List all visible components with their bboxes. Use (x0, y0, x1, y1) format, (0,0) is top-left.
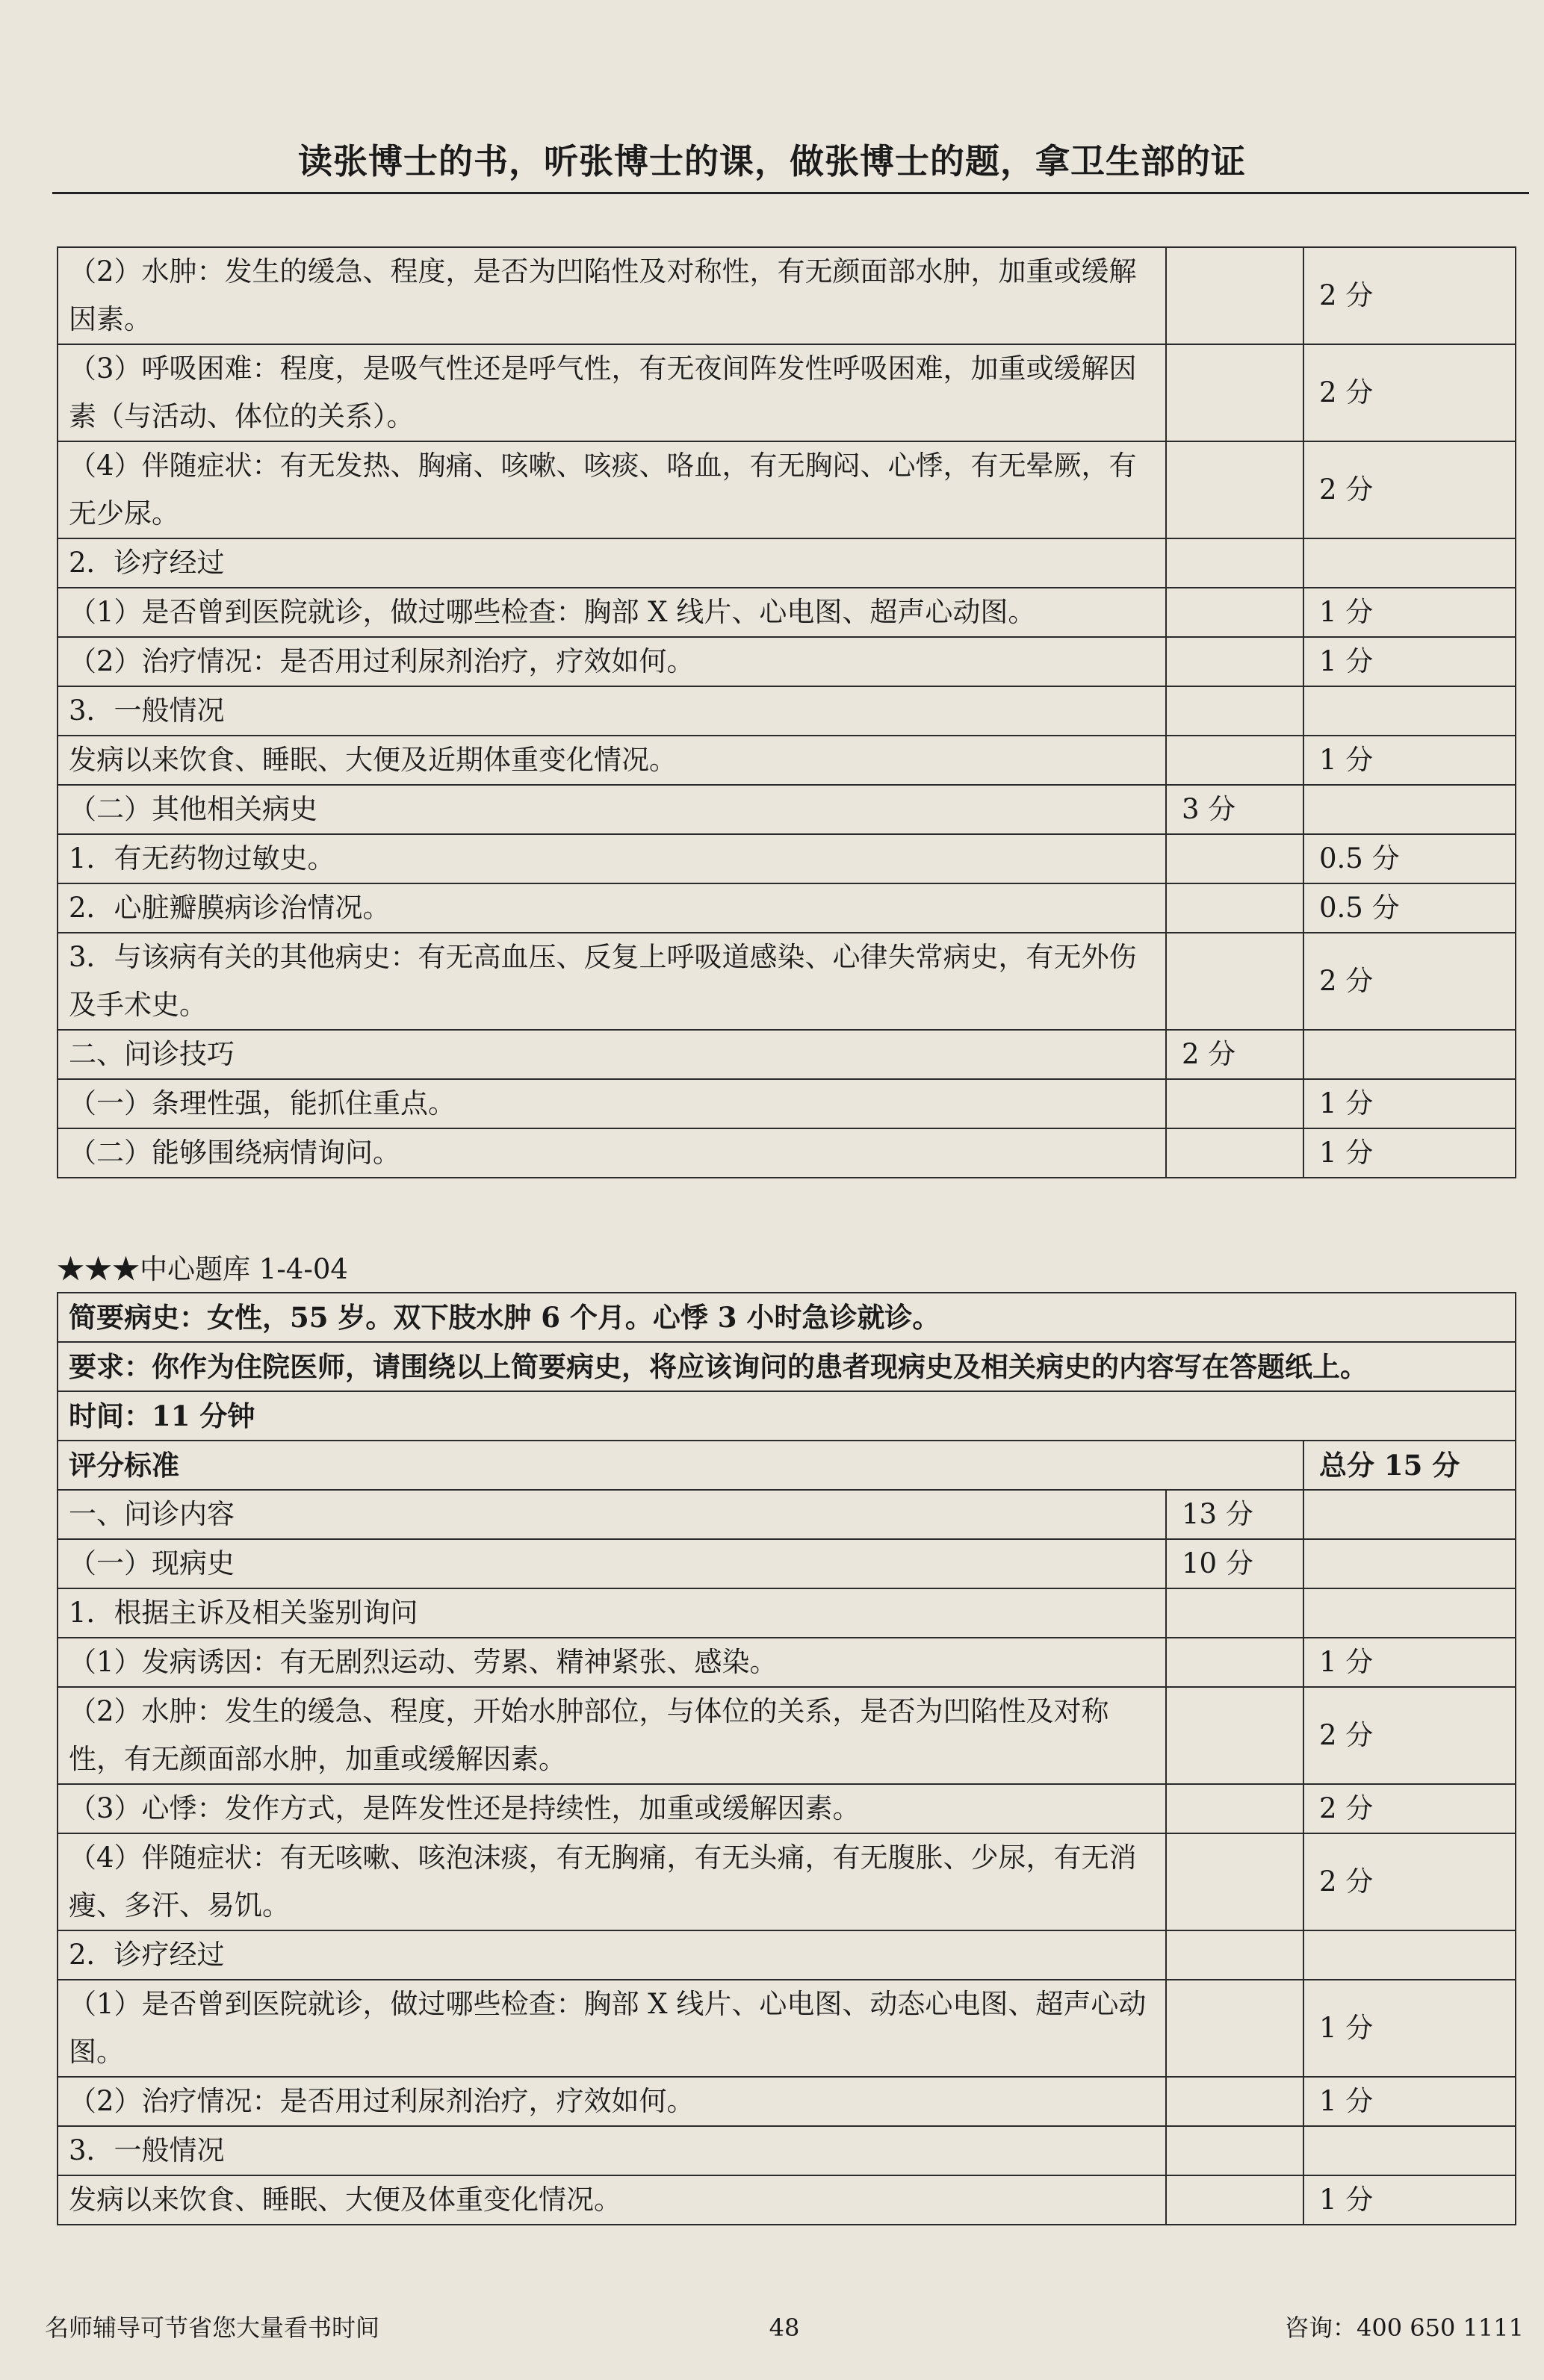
item-cell: （1）是否曾到医院就诊，做过哪些检查：胸部 X 线片、心电图、动态心电图、超声心动图。 (58, 1980, 1166, 2077)
intro-row (58, 1342, 1516, 1391)
footer-contact: 咨询：400 650 1111 (1285, 2314, 1524, 2342)
item-cell: （2）水肿：发生的缓急、程度，是否为凹陷性及对称性，有无颜面部水肿，加重或缓解因素。 (58, 247, 1166, 344)
score-cell: 2 分 (1303, 1687, 1516, 1784)
table-row (58, 637, 1516, 686)
subtotal-cell: 2 分 (1166, 1030, 1303, 1079)
subtotal-cell (1166, 883, 1303, 933)
table-row (58, 1539, 1516, 1588)
subtotal-cell (1166, 1079, 1303, 1128)
score-cell: 1 分 (1303, 1079, 1516, 1128)
subtotal-cell (1166, 2077, 1303, 2126)
table-row (58, 1980, 1516, 2077)
subtotal-cell (1166, 247, 1303, 344)
intro-cell: 时间：11 分钟 (58, 1391, 1516, 1441)
table-row (58, 834, 1516, 883)
score-table-top (57, 246, 1516, 1178)
score-cell: 2 分 (1303, 933, 1516, 1030)
table-row (58, 1490, 1516, 1539)
table-row (58, 588, 1516, 637)
item-cell: （一）现病史 (58, 1539, 1166, 1588)
subtotal-cell (1166, 1638, 1303, 1687)
item-cell: （2）水肿：发生的缓急、程度，开始水肿部位，与体位的关系，是否为凹陷性及对称性，有无颜面部水肿，加重或缓解因素。 (58, 1687, 1166, 1784)
score-cell: 2 分 (1303, 1833, 1516, 1930)
score-cell: 0.5 分 (1303, 883, 1516, 933)
table-row (58, 1638, 1516, 1687)
subtotal-cell: 13 分 (1166, 1490, 1303, 1539)
subtotal-cell (1166, 1980, 1303, 2077)
table-row (58, 2175, 1516, 2225)
item-cell: （3）心悸：发作方式，是阵发性还是持续性，加重或缓解因素。 (58, 1784, 1166, 1833)
subtotal-cell (1166, 2175, 1303, 2225)
score-cell (1303, 538, 1516, 588)
item-cell: （一）条理性强，能抓住重点。 (58, 1079, 1166, 1128)
intro-cell: 简要病史：女性，55 岁。双下肢水肿 6 个月。心悸 3 小时急诊就诊。 (58, 1293, 1516, 1342)
item-cell: （1）发病诱因：有无剧烈运动、劳累、精神紧张、感染。 (58, 1638, 1166, 1687)
table-row (58, 1128, 1516, 1178)
score-cell: 1 分 (1303, 1980, 1516, 2077)
subtotal-cell: 3 分 (1166, 785, 1303, 834)
score-cell (1303, 686, 1516, 736)
table-row (58, 1784, 1516, 1833)
item-cell: 3．一般情况 (58, 686, 1166, 736)
subtotal-cell (1166, 441, 1303, 538)
table-row (58, 1588, 1516, 1638)
table-row (58, 883, 1516, 933)
item-cell: 发病以来饮食、睡眠、大便及体重变化情况。 (58, 2175, 1166, 2225)
table-row (58, 1930, 1516, 1980)
score-cell: 0.5 分 (1303, 834, 1516, 883)
score-cell: 1 分 (1303, 2077, 1516, 2126)
intro-row (58, 1391, 1516, 1441)
score-cell (1303, 1930, 1516, 1980)
item-cell: 发病以来饮食、睡眠、大便及近期体重变化情况。 (58, 736, 1166, 785)
score-cell: 2 分 (1303, 344, 1516, 441)
subtotal-cell (1166, 344, 1303, 441)
subtotal-cell (1166, 637, 1303, 686)
score-cell: 1 分 (1303, 1638, 1516, 1687)
item-cell: （2）治疗情况：是否用过利尿剂治疗，疗效如何。 (58, 2077, 1166, 2126)
score-cell (1303, 2126, 1516, 2175)
subtotal-cell (1166, 1128, 1303, 1178)
subtotal-cell: 10 分 (1166, 1539, 1303, 1588)
page-number: 48 (769, 2314, 800, 2342)
table-row (58, 441, 1516, 538)
subtotal-cell (1166, 588, 1303, 637)
table-row (58, 247, 1516, 344)
table-row (58, 1079, 1516, 1128)
standard-label: 评分标准 (58, 1441, 1303, 1490)
subtotal-cell (1166, 736, 1303, 785)
subtotal-cell (1166, 1784, 1303, 1833)
total-score: 总分 15 分 (1303, 1441, 1516, 1490)
subtotal-cell (1166, 686, 1303, 736)
item-cell: 2．心脏瓣膜病诊治情况。 (58, 883, 1166, 933)
running-header: 读张博士的书，听张博士的课，做张博士的题，拿卫生部的证 (298, 141, 1246, 181)
subtotal-cell (1166, 1588, 1303, 1638)
score-cell (1303, 785, 1516, 834)
table-row (58, 1030, 1516, 1079)
table-row (58, 1833, 1516, 1930)
item-cell: （2）治疗情况：是否用过利尿剂治疗，疗效如何。 (58, 637, 1166, 686)
score-cell (1303, 1539, 1516, 1588)
table-row (58, 344, 1516, 441)
subtotal-cell (1166, 1687, 1303, 1784)
table-row (58, 736, 1516, 785)
item-cell: 2．诊疗经过 (58, 538, 1166, 588)
item-cell: （二）其他相关病史 (58, 785, 1166, 834)
subtotal-cell (1166, 1930, 1303, 1980)
item-cell: （4）伴随症状：有无发热、胸痛、咳嗽、咳痰、咯血，有无胸闷、心悸，有无晕厥，有无少尿。 (58, 441, 1166, 538)
score-cell: 1 分 (1303, 736, 1516, 785)
table-row (58, 538, 1516, 588)
score-cell: 2 分 (1303, 1784, 1516, 1833)
table-row (58, 1687, 1516, 1784)
score-table-bottom (57, 1292, 1516, 2225)
intro-cell: 要求：你作为住院医师，请围绕以上简要病史，将应该询问的患者现病史及相关病史的内容写在答题纸上。 (58, 1342, 1516, 1391)
table-row (58, 2077, 1516, 2126)
case-title: ★★★中心题库 1-4-04 (57, 1253, 348, 1285)
score-cell: 1 分 (1303, 637, 1516, 686)
score-cell: 1 分 (1303, 2175, 1516, 2225)
table-row (58, 933, 1516, 1030)
score-cell: 1 分 (1303, 1128, 1516, 1178)
subtotal-cell (1166, 2126, 1303, 2175)
item-cell: （4）伴随症状：有无咳嗽、咳泡沫痰，有无胸痛，有无头痛，有无腹胀、少尿，有无消瘦、多汗、易饥。 (58, 1833, 1166, 1930)
item-cell: 2．诊疗经过 (58, 1930, 1166, 1980)
item-cell: 3．一般情况 (58, 2126, 1166, 2175)
item-cell: 一、问诊内容 (58, 1490, 1166, 1539)
item-cell: 3．与该病有关的其他病史：有无高血压、反复上呼吸道感染、心律失常病史，有无外伤及手术史。 (58, 933, 1166, 1030)
score-cell: 2 分 (1303, 441, 1516, 538)
table-row (58, 2126, 1516, 2175)
header-rule (52, 192, 1529, 194)
item-cell: （二）能够围绕病情询问。 (58, 1128, 1166, 1178)
score-cell (1303, 1588, 1516, 1638)
item-cell: （1）是否曾到医院就诊，做过哪些检查：胸部 X 线片、心电图、超声心动图。 (58, 588, 1166, 637)
subtotal-cell (1166, 834, 1303, 883)
score-cell (1303, 1490, 1516, 1539)
item-cell: 1．有无药物过敏史。 (58, 834, 1166, 883)
subtotal-cell (1166, 1833, 1303, 1930)
subtotal-cell (1166, 933, 1303, 1030)
intro-row (58, 1293, 1516, 1342)
score-cell (1303, 1030, 1516, 1079)
table-row (58, 686, 1516, 736)
item-cell: 二、问诊技巧 (58, 1030, 1166, 1079)
item-cell: （3）呼吸困难：程度，是吸气性还是呼气性，有无夜间阵发性呼吸困难，加重或缓解因素（与活动、体位的关系）。 (58, 344, 1166, 441)
table-row (58, 785, 1516, 834)
standard-row (58, 1441, 1516, 1490)
footer-slogan: 名师辅导可节省您大量看书时间 (45, 2314, 380, 2342)
subtotal-cell (1166, 538, 1303, 588)
item-cell: 1．根据主诉及相关鉴别询问 (58, 1588, 1166, 1638)
score-cell: 2 分 (1303, 247, 1516, 344)
score-cell: 1 分 (1303, 588, 1516, 637)
